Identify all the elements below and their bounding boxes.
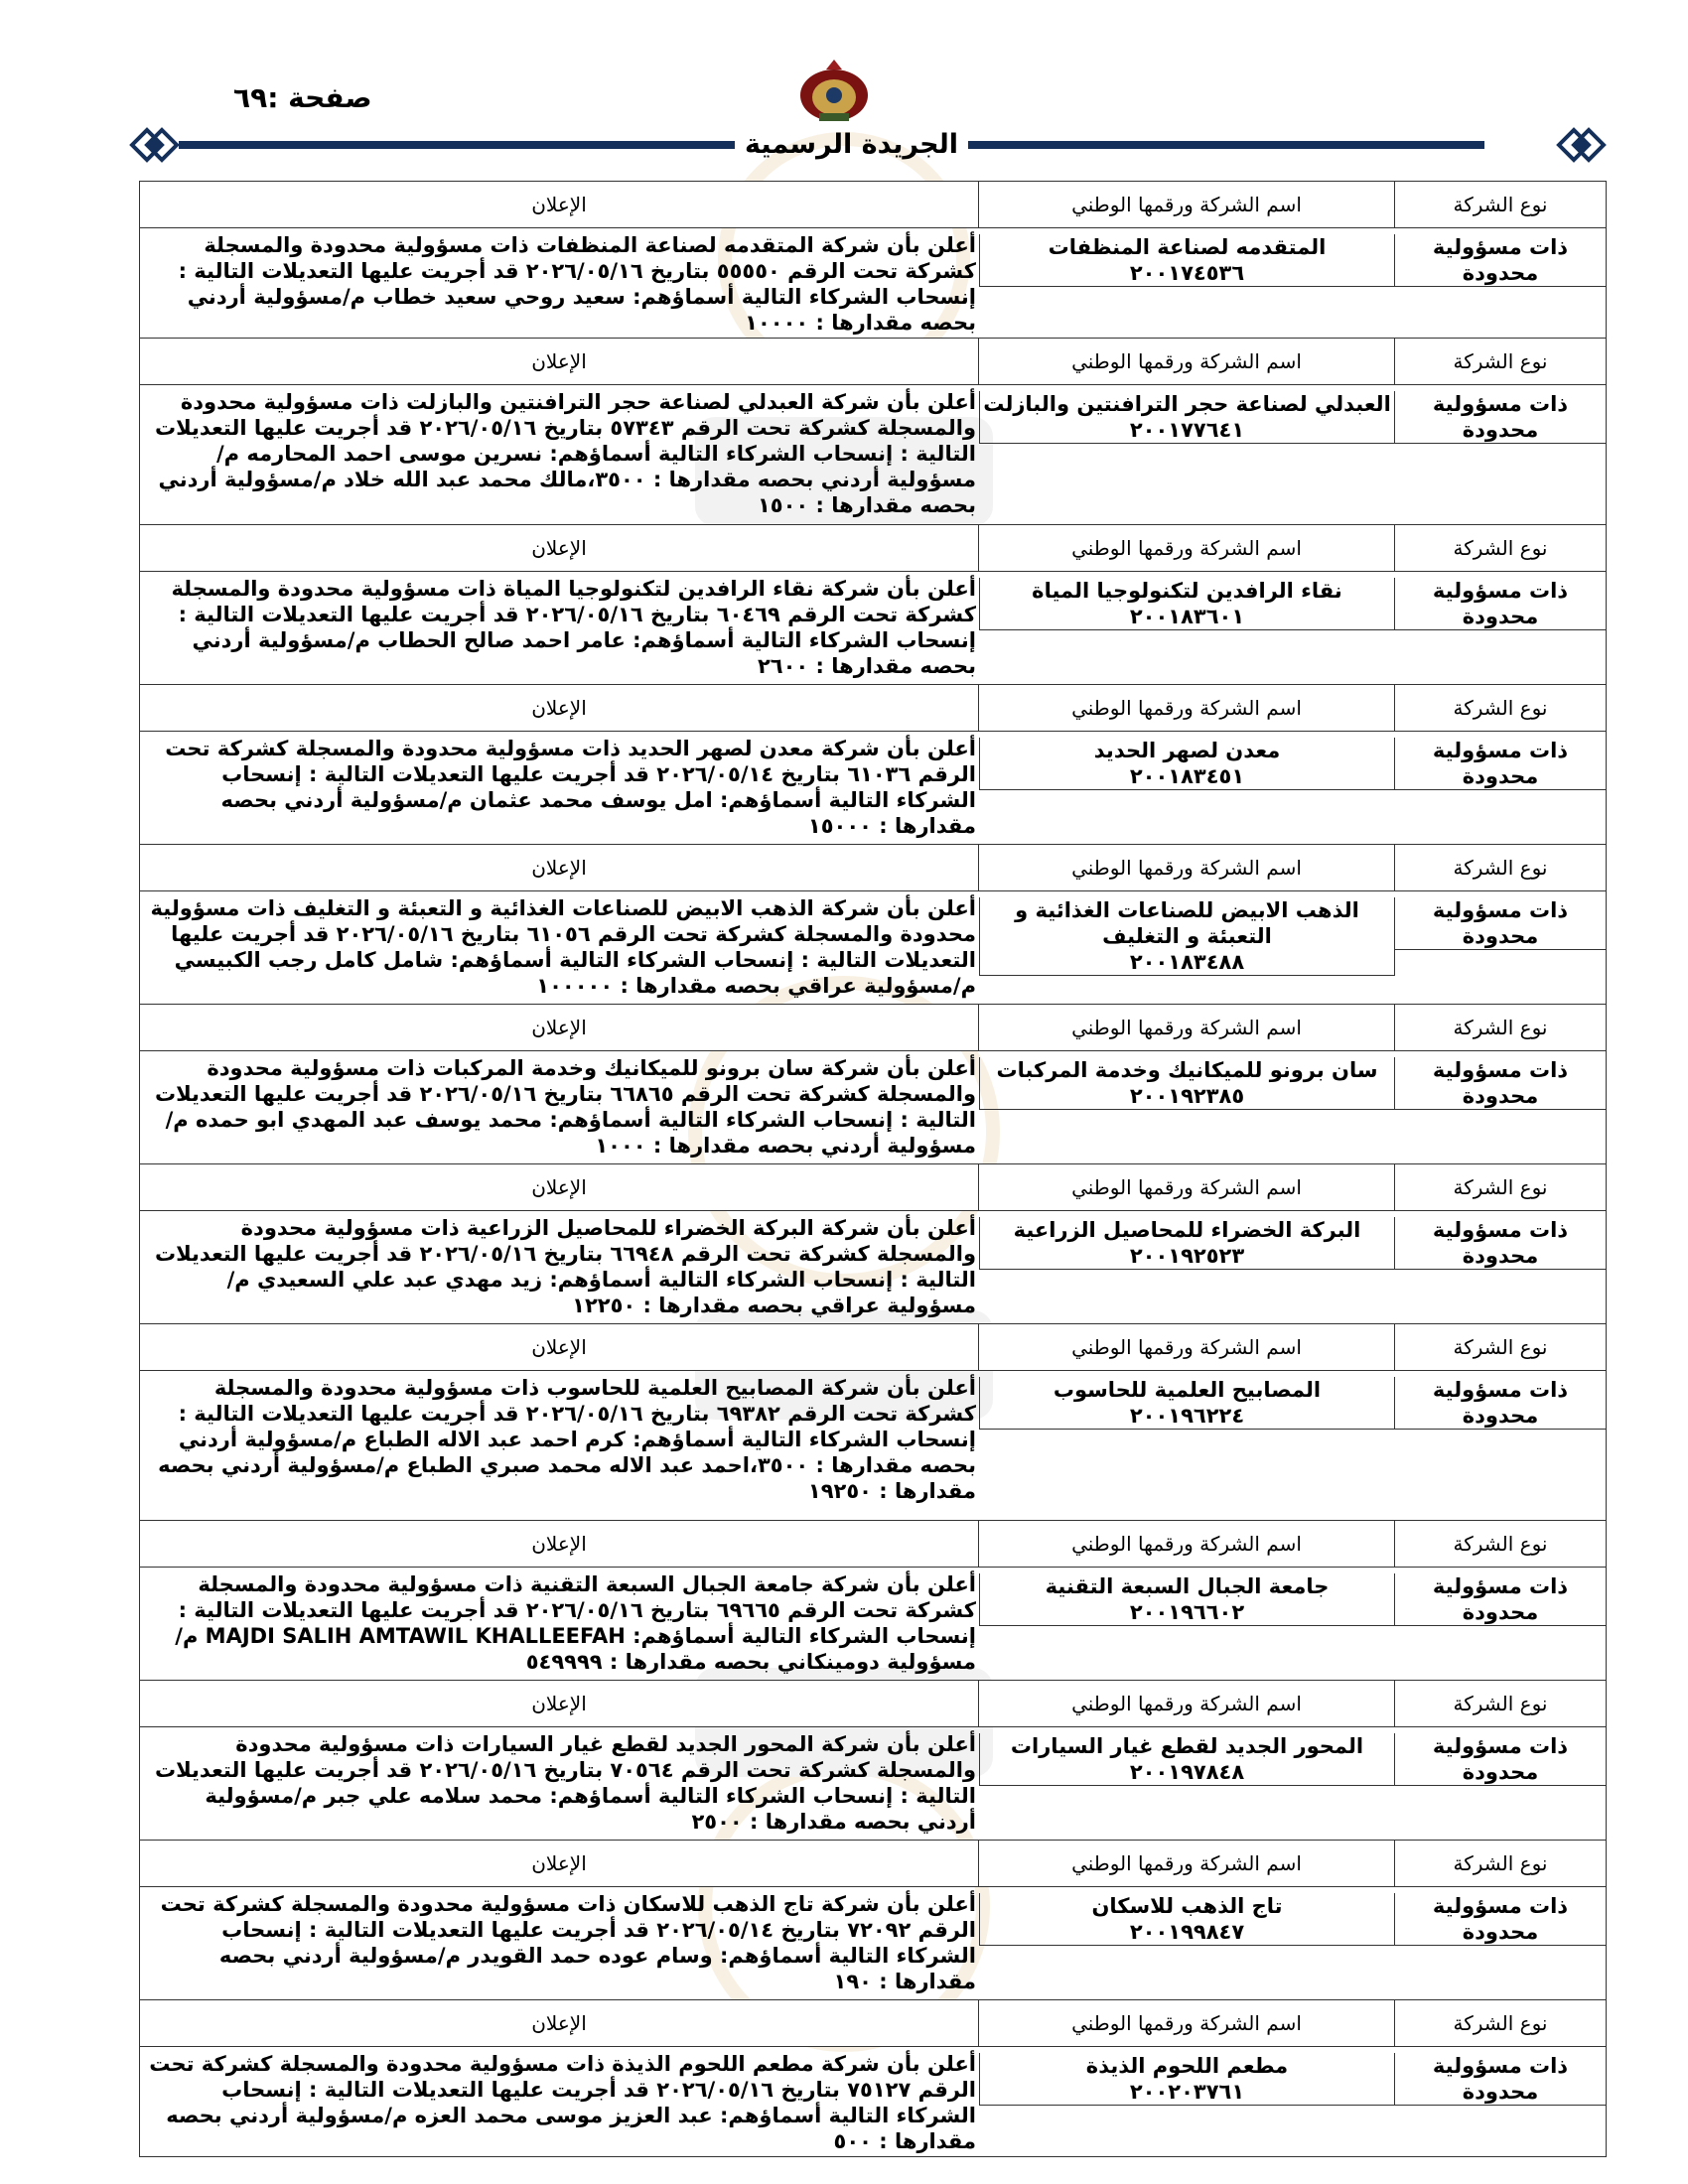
table-row bbox=[139, 684, 1607, 844]
company-name: البركة الخضراء للمحاصيل الزراعية bbox=[1013, 1218, 1361, 1242]
company-name-box bbox=[979, 1217, 1395, 1270]
announcements-table bbox=[139, 181, 1607, 2157]
company-national-id: ٢٠٠٢٠٣٧٦١ bbox=[1129, 2080, 1245, 2104]
announcement-text: أعلن بأن شركة نقاء الرافدين لتكنولوجيا المياة ذات مسؤولية محدودة والمسجلة كشركة تحت الرقم ٦٠٤٦٩ بتاريخ ٢٠٢٦/٠٥/١٦ قد أجريت عليها التعديلات التالية : إنسحاب الشركاء التالية أسماؤهم: عامر احمد صالح الحطاب م/مسؤولية أردني بحصه مقدارها : ٢٦٠٠ bbox=[171, 577, 976, 678]
row-header bbox=[140, 2000, 1606, 2047]
ornament-knot-right-icon bbox=[1549, 125, 1609, 165]
company-name: المحور الجديد لقطع غيار السيارات bbox=[1010, 1734, 1364, 1758]
column-header-type: نوع الشركة bbox=[1394, 1164, 1606, 1210]
company-name: مطعم اللحوم الذيذة bbox=[1085, 2054, 1289, 2078]
column-header-name: اسم الشركة ورقمها الوطني bbox=[978, 525, 1394, 571]
company-name-box bbox=[979, 391, 1395, 444]
column-header-name: اسم الشركة ورقمها الوطني bbox=[978, 1005, 1394, 1050]
row-header bbox=[140, 339, 1606, 385]
column-header-announcement: الإعلان bbox=[531, 349, 587, 373]
column-header-name: اسم الشركة ورقمها الوطني bbox=[978, 1324, 1394, 1370]
header-rule-left bbox=[179, 141, 735, 149]
column-header-type: نوع الشركة bbox=[1394, 1841, 1606, 1886]
company-national-id: ٢٠٠١٩٩٨٤٧ bbox=[1129, 1920, 1245, 1944]
column-header-name: اسم الشركة ورقمها الوطني bbox=[978, 1841, 1394, 1886]
column-header-announcement: الإعلان bbox=[531, 1016, 587, 1039]
company-name-box bbox=[979, 578, 1395, 630]
coat-of-arms-emblem bbox=[789, 56, 879, 127]
row-header bbox=[140, 845, 1606, 891]
company-name-box bbox=[979, 1893, 1395, 1946]
column-header-name: اسم الشركة ورقمها الوطني bbox=[978, 1681, 1394, 1726]
column-header-announcement: الإعلان bbox=[531, 1851, 587, 1875]
company-name: تاج الذهب للاسكان bbox=[1091, 1894, 1283, 1918]
company-name: العبدلي لصناعة حجر الترافنتين والبازلت bbox=[983, 392, 1391, 416]
column-header-announcement: الإعلان bbox=[531, 2011, 587, 2035]
company-type: ذات مسؤولية محدودة bbox=[1395, 391, 1606, 444]
row-body bbox=[140, 1727, 1606, 1840]
table-row bbox=[139, 844, 1607, 1004]
row-header bbox=[140, 525, 1606, 572]
table-row bbox=[139, 1999, 1607, 2157]
company-type: ذات مسؤولية محدودة bbox=[1395, 234, 1606, 287]
announcement-text: أعلن بأن شركة جامعة الجبال السبعة التقنية ذات مسؤولية محدودة والمسجلة كشركة تحت الرقم ٦٩٦٦٥ بتاريخ ٢٠٢٦/٠٥/١٦ قد أجريت عليها التعديلات التالية : إنسحاب الشركاء التالية أسماؤهم: MAJDI SALIH AMTAWIL KHALLEEFAH م/مسؤولية دومينكاني بحصه مقدارها : ٥٤٩٩٩٩ bbox=[175, 1572, 976, 1674]
table-row bbox=[139, 1840, 1607, 1999]
announcement-text: أعلن بأن شركة المحور الجديد لقطع غيار السيارات ذات مسؤولية محدودة والمسجلة كشركة تحت الرقم ٧٠٥٦٤ بتاريخ ٢٠٢٦/٠٥/١٦ قد أجريت عليها التعديلات التالية : إنسحاب الشركاء التالية أسماؤهم: محمد سلامه علي جبر م/مسؤولية أردني بحصه مقدارها : ٢٥٠٠ bbox=[155, 1732, 976, 1834]
table-row bbox=[139, 338, 1607, 524]
company-national-id: ٢٠٠١٩٧٨٤٨ bbox=[1129, 1760, 1245, 1784]
row-header bbox=[140, 1324, 1606, 1371]
company-name-box bbox=[979, 1733, 1395, 1786]
column-header-type: نوع الشركة bbox=[1394, 2000, 1606, 2046]
company-national-id: ٢٠٠١٧٤٥٣٦ bbox=[1129, 261, 1245, 285]
announcement-text: أعلن بأن شركة معدن لصهر الحديد ذات مسؤولية محدودة والمسجلة كشركة تحت الرقم ٦١٠٣٦ بتاريخ ٢٠٢٦/٠٥/١٤ قد أجريت عليها التعديلات التالية : إنسحاب الشركاء التالية أسماؤهم: امل يوسف محمد عثمان م/مسؤولية أردني بحصه مقدارها : ١٥٠٠٠ bbox=[165, 737, 976, 838]
column-header-type: نوع الشركة bbox=[1394, 182, 1606, 227]
column-header-announcement: الإعلان bbox=[531, 536, 587, 560]
row-header bbox=[140, 1841, 1606, 1887]
company-national-id: ٢٠٠١٨٣٤٥١ bbox=[1129, 764, 1245, 788]
announcement-text: أعلن بأن شركة البركة الخضراء للمحاصيل الزراعية ذات مسؤولية محدودة والمسجلة كشركة تحت الرقم ٦٦٩٤٨ بتاريخ ٢٠٢٦/٠٥/١٦ قد أجريت عليها التعديلات التالية : إنسحاب الشركاء التالية أسماؤهم: زيد مهدي عبد علي السعيدي م/مسؤولية عراقي بحصه مقدارها : ١٢٢٥٠ bbox=[155, 1216, 976, 1317]
company-type: ذات مسؤولية محدودة bbox=[1395, 1573, 1606, 1626]
column-header-announcement: الإعلان bbox=[531, 856, 587, 880]
row-header bbox=[140, 182, 1606, 228]
row-header bbox=[140, 1521, 1606, 1568]
company-name-box bbox=[979, 1377, 1395, 1430]
company-name-box bbox=[979, 2053, 1395, 2106]
row-body bbox=[140, 1371, 1606, 1520]
table-row bbox=[139, 1680, 1607, 1840]
column-header-announcement: الإعلان bbox=[531, 1175, 587, 1199]
column-header-name: اسم الشركة ورقمها الوطني bbox=[978, 1164, 1394, 1210]
company-national-id: ٢٠٠١٩٢٣٨٥ bbox=[1129, 1084, 1245, 1108]
row-header bbox=[140, 685, 1606, 732]
column-header-name: اسم الشركة ورقمها الوطني bbox=[978, 845, 1394, 890]
company-type: ذات مسؤولية محدودة bbox=[1395, 1893, 1606, 1946]
header-rule-right bbox=[968, 141, 1484, 149]
company-type: ذات مسؤولية محدودة bbox=[1395, 897, 1606, 950]
company-national-id: ٢٠٠١٩٢٥٢٣ bbox=[1129, 1244, 1245, 1268]
column-header-type: نوع الشركة bbox=[1394, 525, 1606, 571]
table-row bbox=[139, 1323, 1607, 1520]
company-national-id: ٢٠٠١٧٧٦٤١ bbox=[1129, 418, 1245, 442]
company-name-box bbox=[979, 897, 1395, 976]
row-body bbox=[140, 1887, 1606, 1999]
table-row bbox=[139, 1520, 1607, 1680]
row-body bbox=[140, 1211, 1606, 1323]
row-body bbox=[140, 228, 1606, 338]
column-header-announcement: الإعلان bbox=[531, 1692, 587, 1715]
table-row bbox=[139, 1004, 1607, 1163]
company-type: ذات مسؤولية محدودة bbox=[1395, 1733, 1606, 1786]
company-name-box bbox=[979, 1057, 1395, 1110]
row-body bbox=[140, 891, 1606, 1004]
row-body bbox=[140, 572, 1606, 684]
table-row bbox=[139, 1163, 1607, 1323]
company-name: جامعة الجبال السبعة التقنية bbox=[1045, 1574, 1330, 1598]
row-body bbox=[140, 1051, 1606, 1163]
column-header-type: نوع الشركة bbox=[1394, 339, 1606, 384]
announcement-text: أعلن بأن شركة المصابيح العلمية للحاسوب ذات مسؤولية محدودة والمسجلة كشركة تحت الرقم ٦٩٣٨٢ بتاريخ ٢٠٢٦/٠٥/١٦ قد أجريت عليها التعديلات التالية : إنسحاب الشركاء التالية أسماؤهم: كرم احمد عبد الاله الطباع م/مسؤولية أردني بحصه مقدارها : ٣٥٠٠،احمد عبد الاله محمد صبري الطباع م/مسؤولية أردني بحصه مقدارها : ١٩٢٥٠ bbox=[158, 1376, 976, 1503]
company-type: ذات مسؤولية محدودة bbox=[1395, 578, 1606, 630]
column-header-type: نوع الشركة bbox=[1394, 1324, 1606, 1370]
row-header bbox=[140, 1681, 1606, 1727]
company-national-id: ٢٠٠١٩٦٢٢٤ bbox=[1129, 1404, 1245, 1428]
gazette-title: الجريدة الرسمية bbox=[745, 129, 958, 160]
company-name: معدن لصهر الحديد bbox=[1093, 739, 1281, 762]
company-type: ذات مسؤولية محدودة bbox=[1395, 1377, 1606, 1430]
company-name: المصابيح العلمية للحاسوب bbox=[1053, 1378, 1322, 1402]
table-row bbox=[139, 524, 1607, 684]
column-header-type: نوع الشركة bbox=[1394, 845, 1606, 890]
company-national-id: ٢٠٠١٨٣٦٠١ bbox=[1129, 605, 1245, 628]
announcement-text: أعلن بأن شركة الذهب الابيض للصناعات الغذائية و التعبئة و التغليف ذات مسؤولية محدودة والمسجلة كشركة تحت الرقم ٦١٠٥٦ بتاريخ ٢٠٢٦/٠٥/١٦ قد أجريت عليها التعديلات التالية : إنسحاب الشركاء التالية أسماؤهم: شامل كامل رجب الكبيسي م/مسؤولية عراقي بحصه مقدارها : ١٠٠٠٠٠ bbox=[150, 896, 976, 998]
company-name-box bbox=[979, 1573, 1395, 1626]
column-header-name: اسم الشركة ورقمها الوطني bbox=[978, 1521, 1394, 1567]
row-header bbox=[140, 1005, 1606, 1051]
row-body bbox=[140, 2047, 1606, 2156]
ornament-knot-left-icon bbox=[127, 125, 187, 165]
company-type: ذات مسؤولية محدودة bbox=[1395, 1057, 1606, 1110]
company-type: ذات مسؤولية محدودة bbox=[1395, 2053, 1606, 2106]
company-national-id: ٢٠٠١٩٦٦٠٢ bbox=[1129, 1600, 1245, 1624]
table-row bbox=[139, 181, 1607, 338]
column-header-type: نوع الشركة bbox=[1394, 685, 1606, 731]
company-name: نقاء الرافدين لتكنولوجيا المياة bbox=[1032, 579, 1342, 603]
column-header-name: اسم الشركة ورقمها الوطني bbox=[978, 685, 1394, 731]
announcement-text: أعلن بأن شركة تاج الذهب للاسكان ذات مسؤولية محدودة والمسجلة كشركة تحت الرقم ٧٢٠٩٢ بتاريخ ٢٠٢٦/٠٥/١٤ قد أجريت عليها التعديلات التالية : إنسحاب الشركاء التالية أسماؤهم: وسام عوده حمد القويدر م/مسؤولية أردني بحصه مقدارها : ١٩٠ bbox=[160, 1892, 976, 1993]
announcement-text: أعلن بأن شركة سان برونو للميكانيك وخدمة المركبات ذات مسؤولية محدودة والمسجلة كشركة تحت الرقم ٦٦٨٦٥ بتاريخ ٢٠٢٦/٠٥/١٦ قد أجريت عليها التعديلات التالية : إنسحاب الشركاء التالية أسماؤهم: محمد يوسف عبد المهدي ابو حمده م/مسؤولية أردني بحصه مقدارها : ١٠٠٠ bbox=[155, 1056, 976, 1158]
column-header-type: نوع الشركة bbox=[1394, 1005, 1606, 1050]
column-header-name: اسم الشركة ورقمها الوطني bbox=[978, 2000, 1394, 2046]
company-name: المتقدمه لصناعة المنظفات bbox=[1048, 235, 1327, 259]
announcement-text: أعلن بأن شركة العبدلي لصناعة حجر الترافنتين والبازلت ذات مسؤولية محدودة والمسجلة كشركة تحت الرقم ٥٧٣٤٣ بتاريخ ٢٠٢٦/٠٥/١٦ قد أجريت عليها التعديلات التالية : إنسحاب الشركاء التالية أسماؤهم: نسرين موسى احمد المحارمه م/مسؤولية أردني بحصه مقدارها : ٣٥٠٠،مالك محمد عبد الله خلاد م/مسؤولية أردني بحصه مقدارها : ١٥٠٠ bbox=[155, 390, 976, 517]
company-type: ذات مسؤولية محدودة bbox=[1395, 1217, 1606, 1270]
company-name: الذهب الابيض للصناعات الغذائية و التعبئة و التغليف bbox=[1015, 898, 1359, 948]
company-national-id: ٢٠٠١٨٣٤٨٨ bbox=[1129, 950, 1245, 974]
column-header-type: نوع الشركة bbox=[1394, 1521, 1606, 1567]
column-header-announcement: الإعلان bbox=[531, 696, 587, 720]
column-header-announcement: الإعلان bbox=[531, 1532, 587, 1556]
row-body bbox=[140, 732, 1606, 844]
company-name-box bbox=[979, 234, 1395, 287]
column-header-type: نوع الشركة bbox=[1394, 1681, 1606, 1726]
column-header-announcement: الإعلان bbox=[531, 193, 587, 216]
row-header bbox=[140, 1164, 1606, 1211]
announcement-text: أعلن بأن شركة مطعم اللحوم الذيذة ذات مسؤولية محدودة والمسجلة كشركة تحت الرقم ٧٥١٢٧ بتاريخ ٢٠٢٦/٠٥/١٦ قد أجريت عليها التعديلات التالية : إنسحاب الشركاء التالية أسماؤهم: عبد العزيز موسى محمد العزه م/مسؤولية أردني بحصه مقدارها : ٥٠٠ bbox=[149, 2052, 976, 2153]
company-name: سان برونو للميكانيك وخدمة المركبات bbox=[996, 1058, 1378, 1082]
announcement-text: أعلن بأن شركة المتقدمه لصناعة المنظفات ذات مسؤولية محدودة والمسجلة كشركة تحت الرقم ٥٥٥٥٠ بتاريخ ٢٠٢٦/٠٥/١٦ قد أجريت عليها التعديلات التالية : إنسحاب الشركاء التالية أسماؤهم: سعيد روحي سعيد خطاب م/مسؤولية أردني بحصه مقدارها : ١٠٠٠٠ bbox=[178, 233, 976, 335]
column-header-name: اسم الشركة ورقمها الوطني bbox=[978, 182, 1394, 227]
column-header-announcement: الإعلان bbox=[531, 1335, 587, 1359]
company-type: ذات مسؤولية محدودة bbox=[1395, 738, 1606, 790]
page-number: صفحة :٦٩ bbox=[233, 81, 372, 114]
row-body bbox=[140, 385, 1606, 524]
row-body bbox=[140, 1568, 1606, 1680]
company-name-box bbox=[979, 738, 1395, 790]
column-header-name: اسم الشركة ورقمها الوطني bbox=[978, 339, 1394, 384]
